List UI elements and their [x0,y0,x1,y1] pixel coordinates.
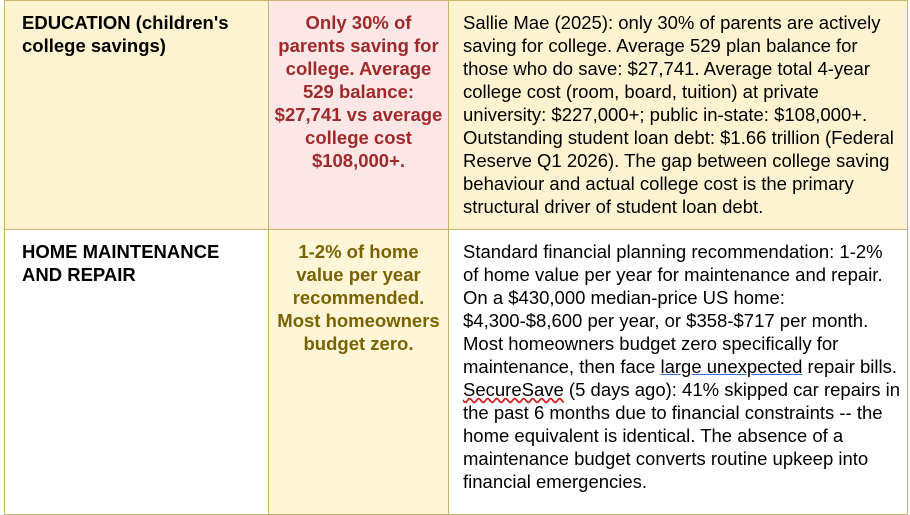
spelling-flagged-text[interactable]: SecureSave [463,379,564,400]
detail-text: repair bills. [802,356,898,377]
detail-cell [449,230,908,515]
summary-cell: 1-2% of home value per year recommended. Most homeowners budget zero. [269,230,449,515]
category-cell: HOME MAINTENANCE AND REPAIR [5,230,269,515]
detail-cell: Sallie Mae (2025): only 30% of parents are actively saving for college. Average 529 plan balance for those who do save: $27,741. Average total 4-year college cost (room, board, tuition) at private university: $227,000+; public in-state: $108,000+. Outstanding student loan debt: $1.66 trillion (Federal Reserve Q1 2026). The gap between college saving behaviour and actual college cost is the primary structural driver of student loan debt. [449,1,908,230]
table-row [5,230,908,515]
detail-text: Standard financial planning recommendation: 1-2% of home value per year for maintenance and repair. On a $430,000 median-price US home: $4,300-$8,600 per year, or $358-$717 per month. Most homeowners budget zero specifically for maintenance, then face [463,241,883,377]
table-row [5,1,908,230]
grammar-flagged-text[interactable]: large unexpected [660,356,803,377]
detail-text: (5 days ago): 41% skipped car repairs in the past 6 months due to financial constraints -- the home equivalent is identical. The absence of a maintenance budget converts routine upkeep into financial emergencies. [463,379,901,492]
category-cell: EDUCATION (children's college savings) [5,1,269,230]
comparison-table [4,0,908,515]
summary-cell: Only 30% of parents saving for college. Average 529 balance: $27,741 vs average college cost $108,000+. [269,1,449,230]
